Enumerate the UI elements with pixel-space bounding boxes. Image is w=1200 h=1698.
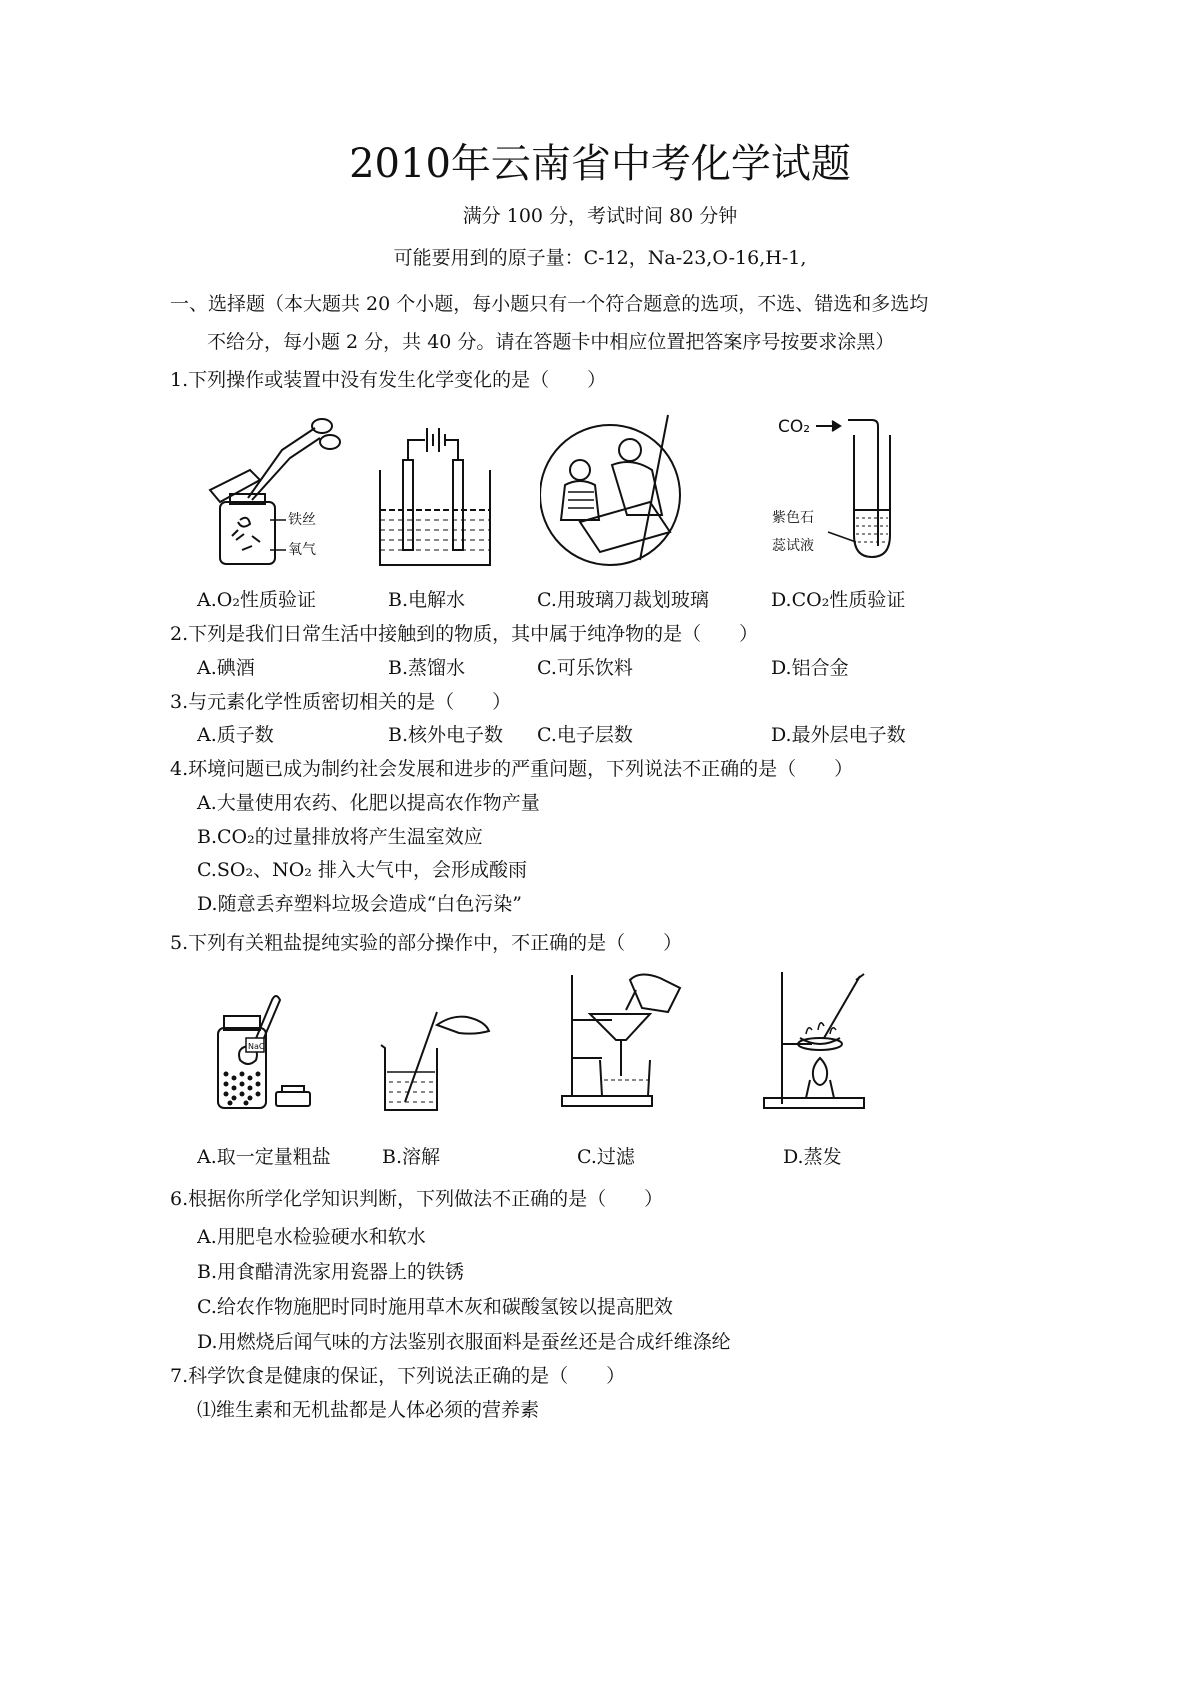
section-heading-line1: 一、选择题（本大题共 20 个小题，每小题只有一个符合题意的选项，不选、错选和多选均 [170,293,929,315]
q5-stem: 5.下列有关粗盐提纯实验的部分操作中，不正确的是（ ） [170,932,683,954]
q4-option-c: C.SO₂、NO₂ 排入大气中，会形成酸雨 [197,859,527,881]
q6-option-c: C.给农作物施肥时同时施用草木灰和碳酸氢铵以提高肥效 [197,1296,673,1318]
q4-option-a: A.大量使用农药、化肥以提高农作物产量 [197,792,540,814]
label-oxygen: 氧气 [288,542,316,558]
q3-option-d: D.最外层电子数 [771,724,906,746]
label-co2: CO₂ [778,417,811,437]
q5-option-d: D.蒸发 [783,1146,842,1168]
q3-option-a: A.质子数 [197,724,274,746]
q7-item-1: ⑴维生素和无机盐都是人体必须的营养素 [197,1399,540,1421]
q6-option-d: D.用燃烧后闻气味的方法鉴别衣服面料是蚕丝还是合成纤维涤纶 [197,1331,731,1353]
figure-evaporation [760,968,870,1110]
q3-option-c: C.电子层数 [537,724,633,746]
q6-option-b: B.用食醋清洗家用瓷器上的铁锈 [197,1261,465,1283]
label-iron-wire: 铁丝 [288,512,316,528]
q6-stem: 6.根据你所学化学知识判断，下列做法不正确的是（ ） [170,1188,664,1210]
q1-option-a: A.O₂性质验证 [197,589,316,611]
q5-option-b: B.溶解 [382,1146,441,1168]
q2-option-d: D.铝合金 [771,657,849,679]
q3-stem: 3.与元素化学性质密切相关的是（ ） [170,691,512,713]
q1-stem: 1.下列操作或装置中没有发生化学变化的是（ ） [170,369,607,391]
figure-iron-in-oxygen [190,410,360,570]
q6-option-a: A.用肥皂水检验硬水和软水 [197,1226,426,1248]
figure-glass-cutting [540,410,690,570]
q1-option-b: B.电解水 [388,589,466,611]
label-litmus-1: 紫色石 [772,510,814,526]
q4-stem: 4.环境问题已成为制约社会发展和进步的严重问题，下列说法不正确的是（ ） [170,758,854,780]
q2-option-a: A.碘酒 [197,657,255,679]
figure-electrolysis [375,420,495,570]
q4-option-d: D.随意丢弃塑料垃圾会造成“白色污染” [197,893,523,915]
page-title: 2010年云南省中考化学试题 [349,141,851,187]
figure-co2-litmus [770,410,930,575]
figure-filtering [560,970,690,1110]
q5-option-c: C.过滤 [577,1146,635,1168]
exam-subtitle: 满分 100 分，考试时间 80 分钟 [462,205,738,227]
q7-stem: 7.科学饮食是健康的保证，下列说法正确的是（ ） [170,1365,626,1387]
q5-option-a: A.取一定量粗盐 [197,1146,331,1168]
q2-stem: 2.下列是我们日常生活中接触到的物质，其中属于纯净物的是（ ） [170,623,759,645]
q1-option-c: C.用玻璃刀裁划玻璃 [537,589,709,611]
q2-option-b: B.蒸馏水 [388,657,466,679]
figure-dissolving [375,1010,495,1115]
q2-option-c: C.可乐饮料 [537,657,633,679]
label-nacl: NaCl [248,1042,267,1051]
label-litmus-2: 蕊试液 [772,538,814,554]
figure-salt-jar [210,990,320,1115]
q3-option-b: B.核外电子数 [388,724,504,746]
atomic-masses: 可能要用到的原子量：C-12，Na-23,O-16,H-1, [393,247,807,269]
q4-option-b: B.CO₂的过量排放将产生温室效应 [197,826,483,848]
q1-option-d: D.CO₂性质验证 [771,589,906,611]
section-heading-line2: 不给分，每小题 2 分，共 40 分。请在答题卡中相应位置把答案序号按要求涂黑） [207,331,895,353]
